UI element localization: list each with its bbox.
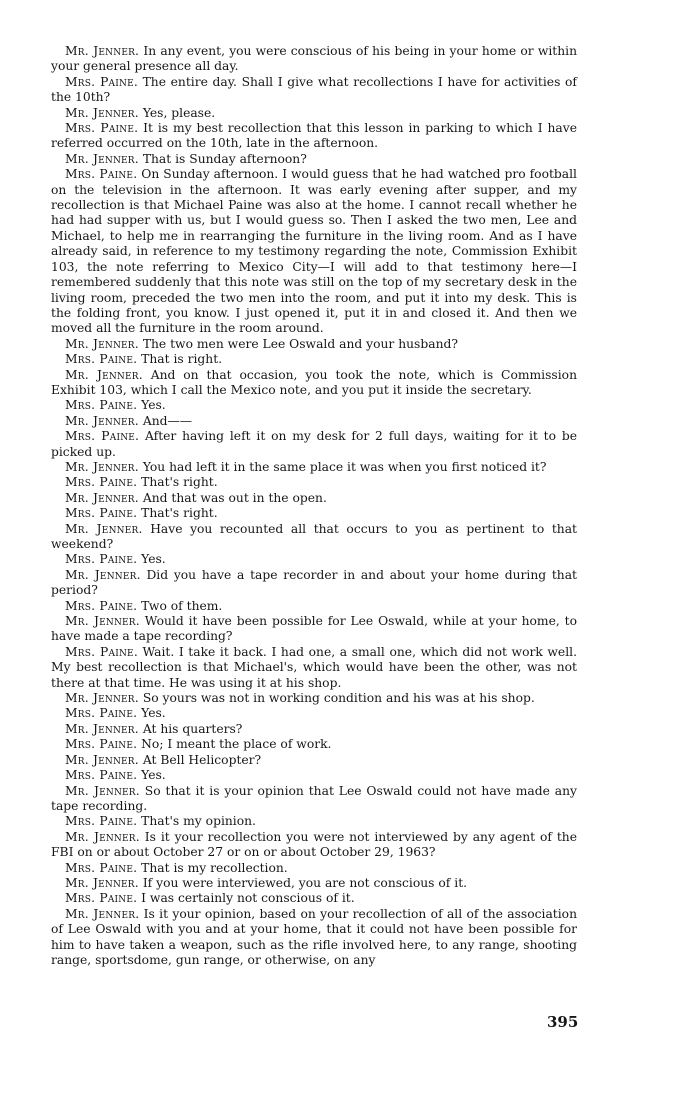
transcript-paragraph	[51, 44, 577, 75]
speaker-name: Mr. Jenner.	[65, 752, 139, 767]
speech-text: Is it your recollection you were not interviewed by any agent of the FBI on or about October 27 or on or about October 29, 1963?	[51, 829, 577, 860]
speech-text: On Sunday afternoon. I would guess that he had watched pro football on the television in the afternoon. It was early evening after supper, and my recollection is that Michael Paine was also at the home. I cannot recall whether he had had supper with us, but I would guess so. Then I asked the two men, Lee and Michael, to help me in rearranging the furniture in the living room. And as I have already said, in reference to my testimony regarding the note, Commission Exhibit 103, the note referring to Mexico City—I will add to that testimony here—I remembered suddenly that this note was still on the top of my secretary desk in the living room, preceded the two men into the room, and put it into my desk. This is the folding front, you know. I just opened it, put it in and closed it. And then we moved all the furniture in the room around.	[51, 167, 577, 336]
page-number: 395	[547, 1013, 579, 1031]
transcript-paragraph	[51, 414, 577, 429]
speaker-name: Mrs. Paine.	[65, 506, 138, 521]
speech-text: You had left it in the same place it was when you first noticed it?	[142, 459, 547, 474]
transcript-paragraph	[51, 121, 577, 152]
speaker-name: Mr. Jenner.	[65, 567, 141, 582]
speech-text: Yes.	[141, 706, 166, 721]
transcript-paragraph	[51, 722, 577, 737]
speech-text: The two men were Lee Oswald and your husband?	[142, 336, 458, 351]
transcript-paragraph	[51, 830, 577, 861]
speaker-name: Mrs. Paine.	[65, 860, 138, 875]
transcript-page	[51, 44, 577, 968]
transcript-paragraph	[51, 552, 577, 567]
speech-text: So that it is your opinion that Lee Oswald could not have made any tape recording.	[51, 783, 577, 813]
speaker-name: Mrs. Paine.	[65, 352, 138, 367]
speaker-name: Mr. Jenner.	[65, 367, 143, 382]
speaker-name: Mr. Jenner.	[65, 413, 139, 428]
speaker-name: Mr. Jenner.	[65, 105, 139, 120]
transcript-paragraph	[51, 475, 577, 490]
speaker-name: Mrs. Paine.	[65, 706, 138, 721]
speaker-name: Mrs. Paine.	[65, 121, 139, 136]
speech-text: So yours was not in working condition and his was at his shop.	[142, 691, 535, 706]
transcript-paragraph	[51, 907, 577, 969]
transcript-paragraph	[51, 429, 577, 460]
speech-text: And on that occasion, you took the note, which is Commission Exhibit 103, which I call the Mexico note, and you put it inside the secretary.	[51, 367, 577, 397]
speech-text: That's my opinion.	[141, 814, 256, 829]
speech-text: That is my recollection.	[141, 860, 288, 875]
transcript-paragraph	[51, 706, 577, 721]
transcript-paragraph	[51, 460, 577, 475]
speaker-name: Mr. Jenner.	[65, 151, 139, 166]
speech-text: No; I meant the place of work.	[141, 737, 332, 752]
transcript-paragraph	[51, 75, 577, 106]
speech-text: At Bell Helicopter?	[142, 752, 262, 767]
speech-text: It is my best recollection that this lesson in parking to which I have referred occurred on the 10th, late in the afternoon.	[51, 121, 577, 151]
transcript-paragraph	[51, 891, 577, 906]
speech-text: That is right.	[141, 352, 223, 367]
transcript-paragraph	[51, 784, 577, 815]
transcript-paragraph	[51, 522, 577, 553]
transcript-paragraph	[51, 368, 577, 399]
transcript-paragraph	[51, 691, 577, 706]
transcript-paragraph	[51, 568, 577, 599]
speaker-name: Mrs. Paine.	[65, 552, 138, 567]
speaker-name: Mrs. Paine.	[65, 398, 138, 413]
speaker-name: Mr. Jenner.	[65, 614, 140, 629]
speaker-name: Mrs. Paine.	[65, 644, 138, 659]
transcript-paragraph	[51, 167, 577, 336]
speaker-name: Mr. Jenner.	[65, 336, 139, 351]
speech-text: After having left it on my desk for 2 full days, waiting for it to be picked up.	[51, 429, 577, 459]
transcript-paragraph	[51, 599, 577, 614]
speaker-name: Mrs. Paine.	[65, 167, 138, 182]
speaker-name: Mrs. Paine.	[65, 598, 138, 613]
transcript-paragraph	[51, 768, 577, 783]
speech-text: At his quarters?	[142, 721, 243, 736]
transcript-paragraph	[51, 645, 577, 691]
speech-text: Have you recounted all that occurs to you as pertinent to that weekend?	[51, 521, 577, 551]
transcript-paragraph	[51, 337, 577, 352]
speaker-name: Mrs. Paine.	[65, 814, 138, 829]
transcript-paragraph	[51, 614, 577, 645]
speaker-name: Mr. Jenner.	[65, 721, 139, 736]
speech-text: I was certainly not conscious of it.	[141, 891, 355, 906]
speech-text: Yes, please.	[142, 105, 216, 120]
speaker-name: Mr. Jenner.	[65, 521, 143, 536]
speech-text: That's right.	[141, 506, 218, 521]
speaker-name: Mrs. Paine.	[65, 768, 138, 783]
transcript-paragraph	[51, 506, 577, 521]
transcript-paragraph	[51, 753, 577, 768]
transcript-paragraph	[51, 152, 577, 167]
speaker-name: Mr. Jenner.	[65, 783, 140, 798]
transcript-paragraph	[51, 352, 577, 367]
speech-text: That's right.	[141, 475, 218, 490]
speaker-name: Mr. Jenner.	[65, 459, 139, 474]
speech-text: Is it your opinion, based on your recollection of all of the association of Lee Oswald with you and at your home, that it could not have been possible for him to have taken a weapon, such as the rifle involved here, to any range, shooting range, sportsdome, gun range, or otherwise, on any	[51, 906, 577, 967]
speech-text: Yes.	[141, 398, 166, 413]
transcript-paragraph	[51, 106, 577, 121]
transcript-paragraph	[51, 814, 577, 829]
speaker-name: Mrs. Paine.	[65, 429, 140, 444]
speaker-name: Mr. Jenner.	[65, 875, 139, 890]
speech-text: Yes.	[141, 768, 166, 783]
transcript-paragraph	[51, 876, 577, 891]
speech-text: In any event, you were conscious of his being in your home or within your general presence all day.	[51, 44, 577, 74]
speaker-name: Mrs. Paine.	[65, 475, 138, 490]
speaker-name: Mr. Jenner.	[65, 691, 139, 706]
speech-text: Did you have a tape recorder in and about your home during that period?	[51, 567, 577, 598]
transcript-paragraph	[51, 861, 577, 876]
speech-text: That is Sunday afternoon?	[142, 151, 307, 166]
speech-text: Two of them.	[141, 598, 223, 613]
transcript-paragraph	[51, 398, 577, 413]
speaker-name: Mr. Jenner.	[65, 44, 140, 58]
speech-text: The entire day. Shall I give what recollections I have for activities of the 10th?	[51, 74, 577, 105]
speaker-name: Mrs. Paine.	[65, 74, 138, 89]
speaker-name: Mr. Jenner.	[65, 829, 140, 844]
transcript-paragraph	[51, 737, 577, 752]
speech-text: And that was out in the open.	[142, 490, 327, 505]
speech-text: Wait. I take it back. I had one, a small one, which did not work well. My best recollection is that Michael's, which would have been the other, was not there at that time. He was using it at his shop.	[51, 644, 577, 690]
speaker-name: Mrs. Paine.	[65, 891, 138, 906]
speaker-name: Mrs. Paine.	[65, 737, 138, 752]
speaker-name: Mr. Jenner.	[65, 490, 139, 505]
speech-text: If you were interviewed, you are not conscious of it.	[142, 875, 468, 890]
speech-text: And——	[142, 413, 193, 428]
speech-text: Would it have been possible for Lee Oswald, while at your home, to have made a tape recording?	[51, 614, 577, 644]
speaker-name: Mr. Jenner.	[65, 906, 140, 921]
transcript-paragraph	[51, 491, 577, 506]
speech-text: Yes.	[141, 552, 166, 567]
